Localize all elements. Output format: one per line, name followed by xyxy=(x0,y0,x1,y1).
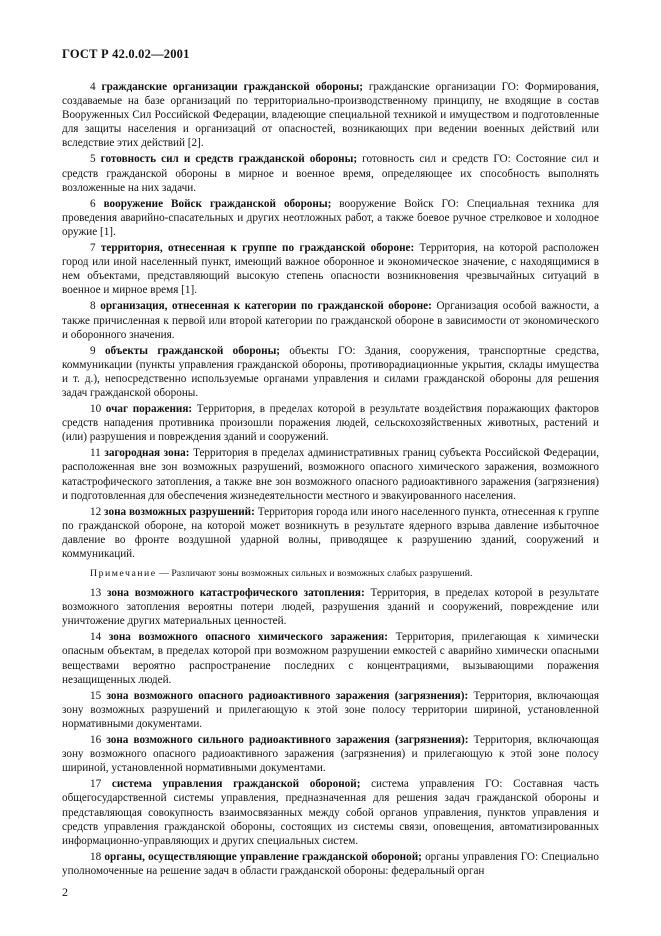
definition-paragraph xyxy=(62,197,599,239)
definition-number: 17 xyxy=(90,778,102,791)
definition-number: 7 xyxy=(90,242,96,255)
definition-number: 10 xyxy=(90,403,102,416)
definition-term: зона возможного катастрофического затопления: xyxy=(106,587,365,600)
definition-text: Территория города или иного населенного пункта, отнесенная к группе по гражданской обороне, на которой может возникнуть в результате ядерного взрыва давление избыточное давление во фронте воздушной ударной волны, приводящее к разрушению зданий, сооружений и коммуникаций. xyxy=(62,505,599,560)
document-body xyxy=(62,80,599,880)
definition-term: очаг поражения: xyxy=(105,403,193,416)
definition-text: Территория, в пределах которой в результате возможного затопления вероятны потери людей, разрушения зданий и сооружений, повреждение или уничтожение других материальных ценностей. xyxy=(62,587,600,628)
definition-paragraph xyxy=(62,80,599,150)
definition-number: 4 xyxy=(90,81,96,93)
definition-paragraph xyxy=(62,733,599,775)
definition-paragraph xyxy=(62,505,599,561)
definition-number: 18 xyxy=(90,850,102,863)
definition-number: 9 xyxy=(90,344,96,357)
definition-number: 16 xyxy=(90,734,102,747)
definition-paragraph xyxy=(62,689,599,731)
definition-text: Территория, в пределах которой в результате воздействия поражающих факторов средств нападения противника произошли поражения людей, сельскохозяйственных животных, растений и (или) разрушения и повреждения зданий и сооружений. xyxy=(62,403,600,444)
definition-text: гражданские организации ГО: Формирования, создаваемые на базе организаций по территориально-производственному принципу, не входящие в состав Вооруженных Сил Российской Федерации, владеющие специальной техникой и имуществом и подготовленные для защиты населения и организаций от опасностей, возникающих при ведении военных действий или вследствие этих действий [2]. xyxy=(62,81,599,150)
definition-paragraph xyxy=(62,446,599,502)
note-text: — Различают зоны возможных сильных и возможных слабых разрушений. xyxy=(156,568,473,580)
definition-number: 12 xyxy=(90,505,102,518)
definition-number: 14 xyxy=(90,631,102,644)
definition-number: 8 xyxy=(90,300,96,313)
definition-paragraph xyxy=(62,299,599,341)
definition-paragraph xyxy=(62,586,599,628)
definition-text: Территория в пределах административных границ субъекта Российской Федерации, расположенная вне зон возможных разрушений, возможного опасного химического заражения, возможного катастрофического затопления, а также вне зон возможного опасного радиоактивного заражения (загрязнения) и подготовленная для обеспечения жизнедеятельности местного и эвакуированного населения. xyxy=(62,447,600,502)
definition-text: готовность сил и средств ГО: Состояние сил и средств гражданской обороны в мирное и военное время, определяющее их способность выполнять возложенные на них задачи. xyxy=(62,153,599,194)
definition-paragraph xyxy=(62,344,599,400)
definition-term: вооружение Войск гражданской обороны; xyxy=(103,197,332,210)
definition-number: 13 xyxy=(90,587,102,600)
page-number: 2 xyxy=(62,885,68,899)
definition-term: система управления гражданской обороной; xyxy=(111,778,361,791)
definition-number: 5 xyxy=(90,153,96,166)
document-code: ГОСТ Р 42.0.02—2001 xyxy=(62,47,190,61)
definition-text: Организация особой важности, а также причисленная к первой или второй категории по гражданской обороне в зависимости от экономического и оборонного значения. xyxy=(62,300,599,341)
definition-text: Территория, включающая зону возможного опасного радиоактивного заражения (загрязнения) и прилегающую к этой зоне полосу шириной, установленной нормативными документами. xyxy=(62,734,599,775)
definition-term: зона возможного опасного радиоактивного заражения (загрязнения): xyxy=(106,689,469,702)
definition-text: вооружение Войск ГО: Специальная техника для проведения аварийно-спасательных и других неотложных работ, а также боевое ручное стрелковое и холодное оружие [1]. xyxy=(62,197,600,238)
definition-paragraph xyxy=(62,777,599,847)
definition-term: территория, отнесенная к группе по гражданской обороне: xyxy=(100,242,415,255)
definition-term: зона возможного опасного химического заражения: xyxy=(108,631,388,644)
definition-term: органы, осуществляющие управление гражданской обороной; xyxy=(104,850,422,863)
definition-paragraph xyxy=(62,402,599,444)
definition-number: 6 xyxy=(90,197,96,210)
definition-term: готовность сил и средств гражданской обороны; xyxy=(100,153,358,166)
definitions-list xyxy=(62,80,599,561)
definition-text: Территория, прилегающая к химически опасным объектам, в пределах которой при возможном разрушении емкостей с аварийно химически опасными веществами вероятно распространение последних с концентрациями, вызывающими поражения незащищенных людей. xyxy=(62,631,599,686)
definition-term: загородная зона: xyxy=(104,447,190,460)
definition-term: зона возможных разрушений: xyxy=(104,505,255,518)
definition-term: организация, отнесенная к категории по гражданской обороне: xyxy=(100,300,432,313)
definition-paragraph xyxy=(62,850,599,878)
definition-term: объекты гражданской обороны; xyxy=(104,344,281,357)
definition-text: объекты ГО: Здания, сооружения, транспортные средства, коммуникации (пункты управления гражданской обороны, противорадиационные укрытия, склады имущества и т. д.), непосредственно используемые органами управления и силами гражданской обороны для решения задач гражданской обороны. xyxy=(62,344,600,399)
definitions-list-continued xyxy=(62,586,599,878)
definition-paragraph xyxy=(62,630,599,686)
definition-term: гражданские организации гражданской обороны; xyxy=(101,81,363,93)
definition-number: 15 xyxy=(90,689,102,702)
definition-term: зона возможного сильного радиоактивного заражения (загрязнения): xyxy=(106,734,469,747)
definition-paragraph xyxy=(62,152,599,194)
definition-text: органы управления ГО: Специально уполномоченные на решение задач в области гражданской обороны: федеральный орган xyxy=(62,850,599,877)
definition-text: Территория, на которой расположен город или иной населенный пункт, имеющий важное оборонное и экономическое значение, с находящимися в нем объектами, представляющий высокую степень опасности возникновения чрезвычайных ситуаций в военное и мирное время [1]. xyxy=(62,242,599,297)
definition-number: 11 xyxy=(90,447,101,460)
definition-text: система управления ГО: Составная часть общегосударственной системы управления, предназначенная для решения задач гражданской обороны и представляющая совокупность взаимосвязанных между собой органов управления, пунктов управления и средств управления гражданской обороны, состоящих из системы связи, оповещения, автоматизированных информационно-управляющих и других специальных систем. xyxy=(62,778,599,847)
note-label: Примечание xyxy=(90,568,157,580)
note xyxy=(62,567,599,580)
definition-paragraph xyxy=(62,241,599,297)
definition-text: Территория, включающая зону возможных разрушений и прилегающую к этой зоне полосу территории шириной, установленной нормативными документами. xyxy=(62,689,599,730)
